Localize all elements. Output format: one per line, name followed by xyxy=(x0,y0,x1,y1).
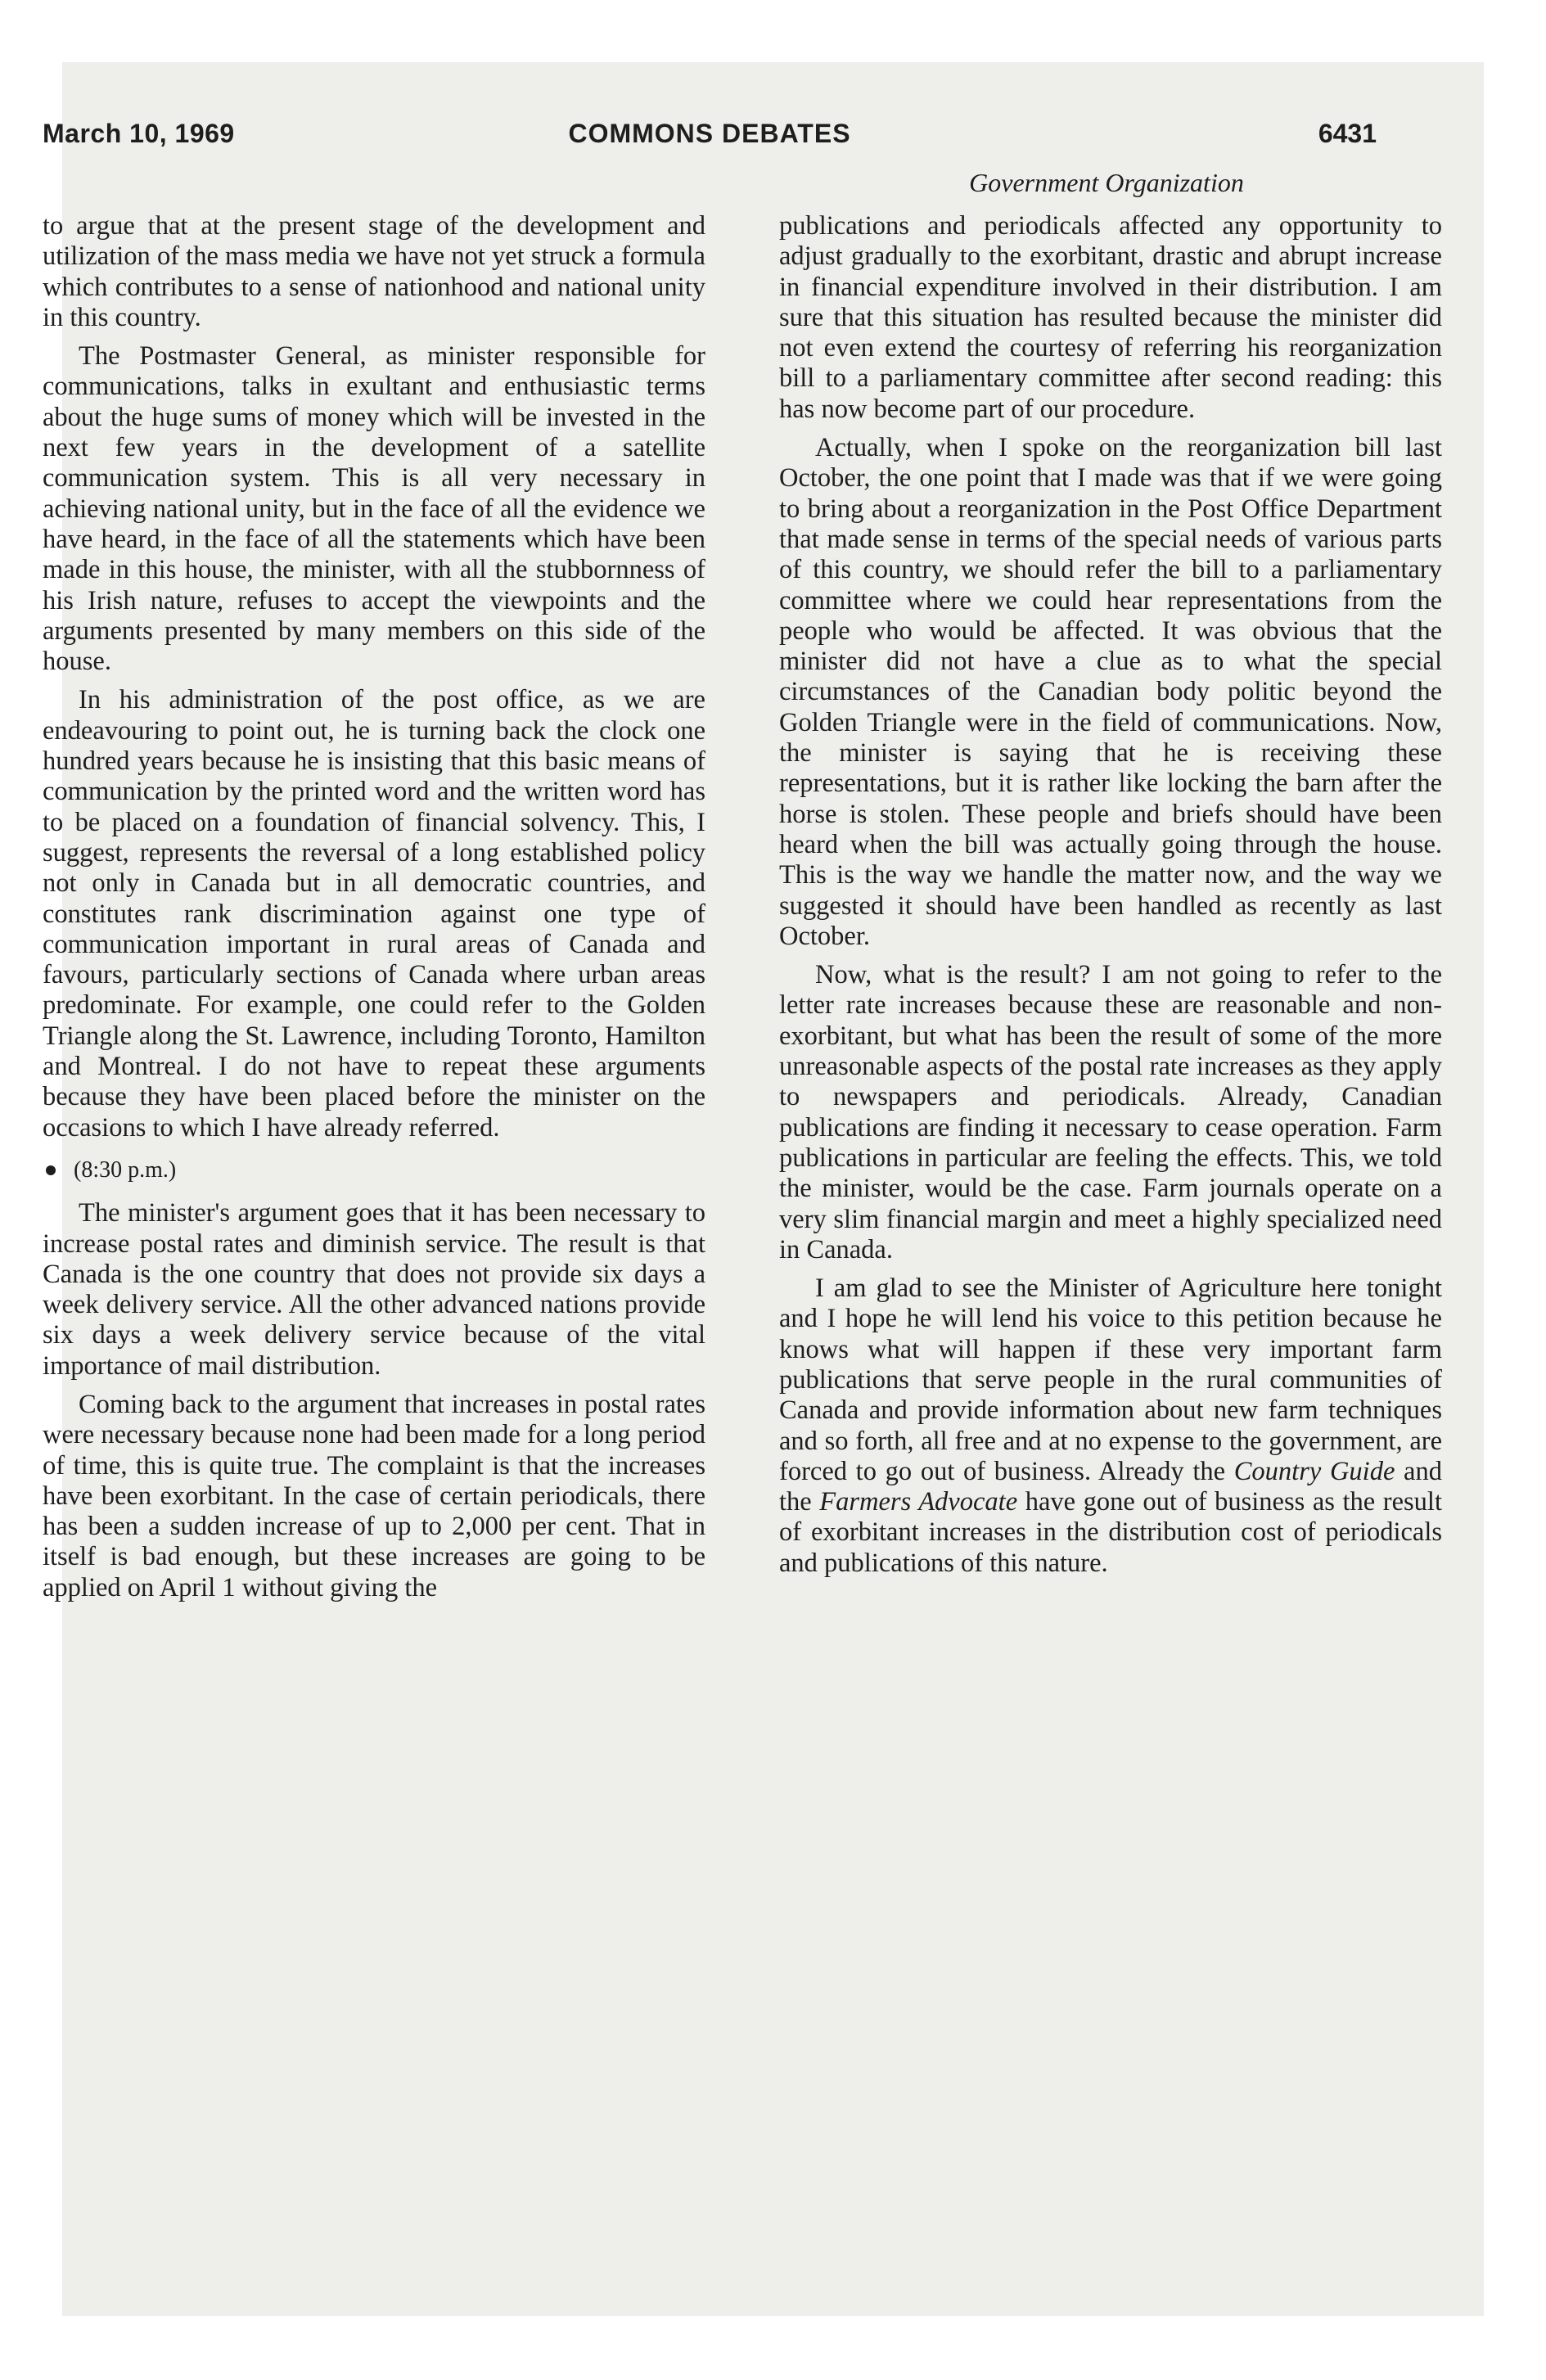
paragraph: Coming back to the argument that increases in postal rates were necessary because none had been made for a long period of time, this is quite true. The complaint is that the increases have been exorbitant. In the case of certain periodicals, there has been a sudden increase of up to 2,000 per cent. That in itself is bad enough, but these increases are going to be applied on April 1 without giving the xyxy=(43,1389,705,1602)
paragraph xyxy=(779,1273,1442,1579)
header-date: March 10, 1969 xyxy=(43,119,235,148)
paragraph: Actually, when I spoke on the reorganization bill last October, the one point that I made was that if we were going to bring about a reorganization in the Post Office Department that made sense in terms of the special needs of various parts of this country, we should refer the bill to a parliamentary committee where we could hear representations from the people who would be affected. It was obvious that the minister did not have a clue as to what the special circumstances of the Canadian body politic beyond the Golden Triangle were in the field of communications. Now, the minister is saying that he is receiving these representations, but it is rather like locking the barn after the horse is stolen. These people and briefs should have been heard when the bill was actually going through the house. This is the way we handle the matter now, and the way we suggested it should have been handled as recently as last October. xyxy=(779,433,1442,951)
page-number: 6431 xyxy=(1318,119,1377,148)
timestamp xyxy=(43,1155,705,1185)
paragraph: In his administration of the post office, as we are endeavouring to point out, he is turning back the clock one hundred years because he is insisting that this basic means of communication by the printed word and the written word has to be placed on a foundation of financial solvency. This, I suggest, represents the reversal of a long established policy not only in Canada but in all democratic countries, and constitutes rank discrimination against one type of communication important in rural areas of Canada and favours, particularly sections of Canada where urban areas predominate. For example, one could refer to the Golden Triangle along the St. Lawrence, including Toronto, Hamilton and Montreal. I do not have to repeat these arguments because they have been placed before the minister on the occasions to which I have already referred. xyxy=(43,685,705,1143)
paragraph: to argue that at the present stage of the development and utilization of the mass media we have not yet struck a formula which contributes to a sense of nationhood and national unity in this country. xyxy=(43,211,705,332)
bullet-icon xyxy=(46,1165,56,1175)
paragraph-text: and the xyxy=(779,1456,1442,1517)
publication-title: Farmers Advocate xyxy=(819,1487,1018,1517)
paragraph: The Postmaster General, as minister responsible for communications, talks in exultant and enthusiastic terms about the huge sums of money which will be invested in the next few years in the development of a satellite communication system. This is all very necessary in achieving national unity, but in the face of all the evidence we have heard, in the face of all the statements which have been made in this house, the minister, with all the stubbornness of his Irish nature, refuses to accept the viewpoints and the arguments presented by many members on this side of the house. xyxy=(43,341,705,677)
right-column xyxy=(779,211,1442,1587)
timestamp-text: (8:30 p.m.) xyxy=(74,1156,177,1183)
section-subheading: Government Organization xyxy=(969,168,1244,197)
header-title: COMMONS DEBATES xyxy=(568,119,851,148)
left-column xyxy=(43,211,705,1611)
paragraph-text: I am glad to see the Minister of Agriculture here tonight and I hope he will lend his voice to this petition because he knows what will happen if these very important farm publications that serve people in the rural communities of Canada and provide information about new farm techniques and so forth, all free and at no expense to the government, are forced to go out of business. Already the xyxy=(779,1273,1442,1486)
publication-title: Country Guide xyxy=(1233,1456,1395,1486)
paragraph: publications and periodicals affected any opportunity to adjust gradually to the exorbitant, drastic and abrupt increase in financial expenditure involved in their distribution. I am sure that this situation has resulted because the minister did not even extend the courtesy of referring his reorganization bill to a parliamentary committee after second reading: this has now become part of our procedure. xyxy=(779,211,1442,424)
page-header xyxy=(43,119,1377,160)
paragraph: Now, what is the result? I am not going to refer to the letter rate increases because these are reasonable and non-exorbitant, but what has been the result of some of the more unreasonable aspects of the postal rate increases as they apply to newspapers and periodicals. Already, Canadian publications are finding it necessary to cease operation. Farm publications in particular are feeling the effects. This, we told the minister, would be the case. Farm journals operate on a very slim financial margin and meet a highly specialized need in Canada. xyxy=(779,960,1442,1264)
paragraph-text: have gone out of business as the result of exorbitant increases in the distribution cost of periodicals and publications of this nature. xyxy=(779,1487,1442,1578)
paragraph: The minister's argument goes that it has been necessary to increase postal rates and diminish service. The result is that Canada is the one country that does not provide six days a week delivery service. All the other advanced nations provide six days a week delivery service because of the vital importance of mail distribution. xyxy=(43,1198,705,1381)
